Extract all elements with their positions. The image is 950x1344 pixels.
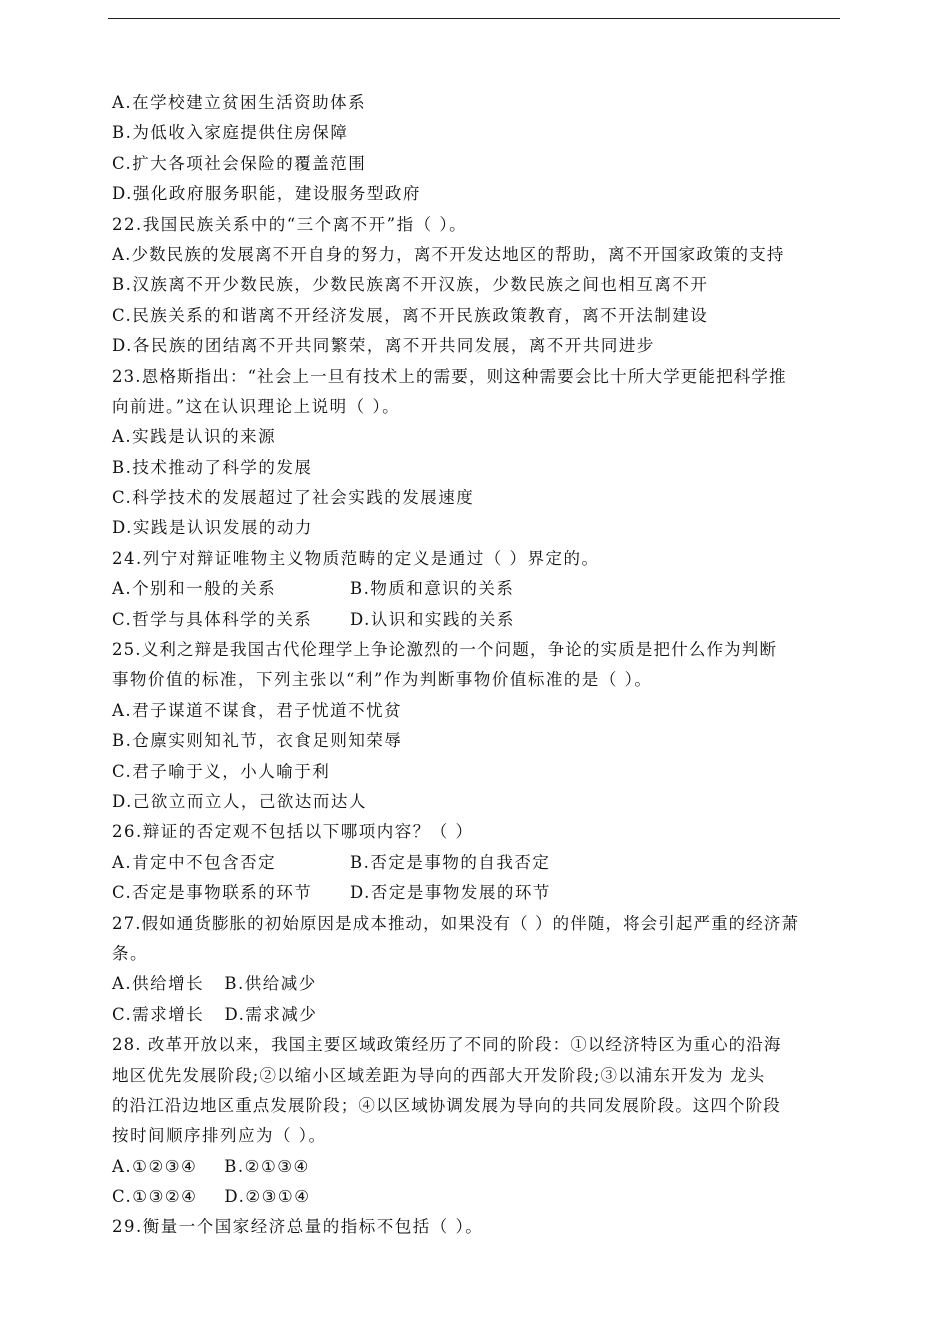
option-line: A.少数民族的发展离不开自身的努力，离不开发达地区的帮助，离不开国家政策的支持: [112, 244, 785, 264]
option-line: D.己欲立而立人，己欲达而达人: [112, 791, 367, 811]
question-29: 29.衡量一个国家经济总量的指标不包括（ ）。: [112, 1217, 484, 1237]
question-22: 22.我国民族关系中的“三个离不开”指（ ）。: [112, 214, 468, 234]
option-pair: [112, 574, 840, 604]
option-line: A.在学校建立贫困生活资助体系: [112, 93, 367, 112]
option-line: D.强化政府服务职能，建设服务型政府: [112, 184, 421, 204]
question-25-cont: 事物价值的标准，下列主张以“利”作为判断事物价值标准的是（ ）。: [112, 670, 653, 690]
option-c: C.否定是事物联系的环节: [112, 883, 313, 903]
option-line: A.实践是认识的来源: [112, 427, 277, 447]
option-b: B.否定是事物的自我否定: [350, 852, 551, 872]
option-line: A.君子谋道不谋食，君子忧道不忧贫: [112, 700, 403, 720]
option-a: A.肯定中不包含否定: [112, 852, 277, 872]
question-24: 24.列宁对辩证唯物主义物质范畴的定义是通过（ ）界定的。: [112, 548, 600, 568]
option-line: B.仓廪实则知礼节，衣食足则知荣辱: [112, 731, 403, 751]
option-pair: A.①②③④ B.②①③④: [112, 1156, 310, 1176]
option-c: C.哲学与具体科学的关系: [112, 609, 313, 629]
option-d: D.否定是事物发展的环节: [350, 883, 551, 903]
question-28: 28. 改革开放以来，我国主要区域政策经历了不同的阶段：①以经济特区为重心的沿海: [112, 1035, 782, 1055]
option-pair: A.供给增长 B.供给减少: [112, 974, 317, 994]
option-line: C.民族关系的和谐离不开经济发展，离不开民族政策教育，离不开法制建设: [112, 305, 709, 325]
question-27: 27.假如通货膨胀的初始原因是成本推动，如果没有（ ）的伴随，将会引起严重的经济萧: [112, 913, 800, 933]
question-28-cont: 的沿江沿边地区重点发展阶段；④以区域协调发展为导向的共同发展阶段。这四个阶段: [112, 1095, 781, 1115]
question-25: 25.义利之辩是我国古代伦理学上争论激烈的一个问题，争论的实质是把什么作为判断: [112, 640, 778, 660]
question-23: 23.恩格斯指出：“社会上一旦有技术上的需要，则这种需要会比十所大学更能把科学推: [112, 366, 787, 386]
document-body: [112, 88, 840, 1243]
option-line: C.扩大各项社会保险的覆盖范围: [112, 153, 367, 173]
question-27-cont: 条。: [112, 943, 148, 963]
option-pair: [112, 848, 840, 878]
question-28-cont: 按时间顺序排列应为（ ）。: [112, 1126, 327, 1146]
option-line: B.汉族离不开少数民族，少数民族离不开汉族，少数民族之间也相互离不开: [112, 275, 709, 295]
option-line: B.技术推动了科学的发展: [112, 457, 313, 477]
option-d: D.认识和实践的关系: [350, 609, 515, 629]
option-line: D.实践是认识发展的动力: [112, 518, 313, 538]
question-26: 26.辩证的否定观不包括以下哪项内容？（ ）: [112, 822, 474, 842]
question-23-cont: 向前进。”这在认识理论上说明（ ）。: [112, 396, 401, 416]
header-rule: [108, 18, 840, 19]
option-a: A.个别和一般的关系: [112, 579, 277, 599]
option-pair: C.需求增长 D.需求减少: [112, 1004, 318, 1024]
option-b: B.物质和意识的关系: [350, 579, 515, 599]
option-line: D.各民族的团结离不开共同繁荣，离不开共同发展，离不开共同进步: [112, 336, 655, 356]
question-28-cont: 地区优先发展阶段;②以缩小区域差距为导向的西部大开发阶段;③以浦东开发为 龙头: [112, 1065, 766, 1085]
option-line: C.君子喻于义，小人喻于利: [112, 761, 331, 781]
option-pair: [112, 878, 840, 908]
option-line: B.为低收入家庭提供住房保障: [112, 123, 349, 143]
option-line: C.科学技术的发展超过了社会实践的发展速度: [112, 488, 475, 508]
option-pair: C.①③②④ D.②③①④: [112, 1187, 311, 1207]
option-pair: [112, 605, 840, 635]
